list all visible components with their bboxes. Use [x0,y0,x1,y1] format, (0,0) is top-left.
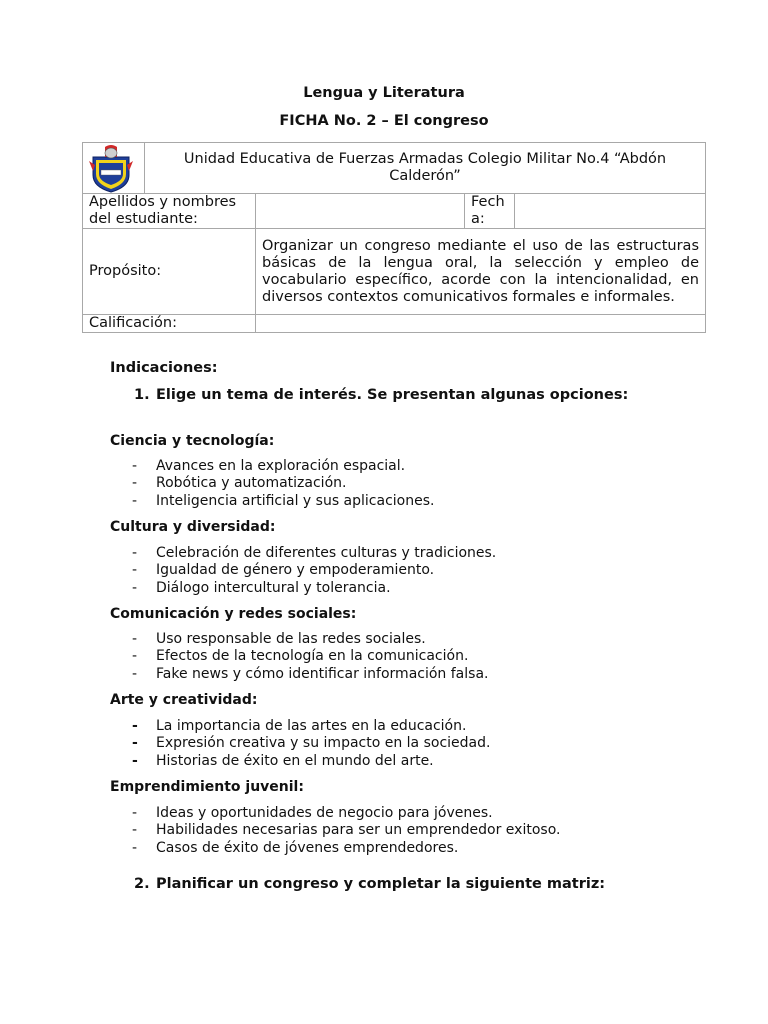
list-item-text: Uso responsable de las redes sociales. [156,631,426,647]
step-2-text: Planificar un congreso y completar la siguiente matriz: [156,876,606,892]
bullet-dash: - [132,752,138,769]
category-title: Emprendimiento juvenil: [110,779,304,795]
date-field[interactable] [515,194,706,229]
category-list [132,718,490,770]
step-1-number: 1. [134,387,150,403]
list-item [132,475,434,492]
list-item-text: Robótica y automatización. [156,475,347,492]
bullet-dash: - [132,631,138,647]
list-item [132,753,490,770]
bullet-dash: - [132,718,138,734]
list-item [132,666,488,683]
category-title: Arte y creatividad: [110,692,258,708]
list-item [132,805,560,822]
list-item-text: Diálogo intercultural y tolerancia. [156,579,391,596]
student-info-table [82,142,706,333]
category-list [132,805,560,857]
list-item-text: Historias de éxito en el mundo del arte. [156,752,434,769]
list-item-text: Expresión creativa y su impacto en la sociedad. [156,735,491,752]
list-item [132,493,434,510]
indicaciones-heading: Indicaciones: [110,360,218,376]
grade-label: Calificación: [83,315,256,333]
purpose-text: Organizar un congreso mediante el uso de las estructuras básicas de la lengua oral, la selección y empleo de vocabulario específico, acorde con la intencionalidad, en diversos contextos comunicativos formales e informales. [256,229,706,315]
step-1 [134,387,657,403]
list-item [132,822,560,839]
bullet-dash: - [132,822,138,839]
list-item [132,718,490,735]
category-title: Cultura y diversidad: [110,519,276,535]
list-item-text: Avances en la exploración espacial. [156,458,406,474]
list-item-text: Ideas y oportunidades de negocio para jóvenes. [156,805,493,821]
list-item [132,735,490,752]
list-item-text: Fake news y cómo identificar información falsa. [156,665,489,682]
list-item [132,545,496,562]
category-title: Comunicación y redes sociales: [110,606,357,622]
list-item [132,562,496,579]
list-item-text: Efectos de la tecnología en la comunicación. [156,648,469,665]
bullet-dash: - [132,805,138,821]
bullet-dash: - [132,545,138,561]
list-item-text: Igualdad de género y empoderamiento. [156,562,435,579]
category-list [132,458,434,510]
student-name-field[interactable] [256,194,465,229]
purpose-label: Propósito: [83,229,256,315]
list-item-text: Casos de éxito de jóvenes emprendedores. [156,839,459,856]
category-title: Ciencia y tecnología: [110,433,275,449]
list-item-text: Habilidades necesarias para ser un emprendedor exitoso. [156,822,561,839]
step-2-number: 2. [134,876,150,892]
subject-title: Lengua y Literatura [303,85,465,101]
grade-field[interactable] [256,315,706,333]
step-2 [134,876,674,892]
bullet-dash: - [132,648,138,665]
student-row [83,194,706,229]
bullet-dash: - [132,492,138,509]
list-item-text: Celebración de diferentes culturas y tradiciones. [156,545,497,561]
step-1-text: Elige un tema de interés. Se presentan algunas opciones: [156,387,629,403]
list-item [132,648,488,665]
list-item [132,840,560,857]
bullet-dash: - [132,665,138,682]
school-name: Unidad Educativa de Fuerzas Armadas Colegio Militar No.4 “Abdón Calderón” [145,143,706,194]
logo-cell [83,143,145,194]
school-crest-icon [83,143,139,193]
bullet-dash: - [132,562,138,579]
school-row [83,143,706,194]
bullet-dash: - [132,458,138,474]
grade-row [83,315,706,333]
list-item [132,631,488,648]
list-item [132,580,496,597]
bullet-dash: - [132,839,138,856]
category-list [132,545,496,597]
list-item-text: Inteligencia artificial y sus aplicaciones. [156,492,435,509]
ficha-title: FICHA No. 2 – El congreso [279,113,489,129]
student-label: Apellidos y nombres del estudiante: [83,194,256,229]
bullet-dash: - [132,475,138,492]
bullet-dash: - [132,735,138,752]
date-label: Fech a: [465,194,515,229]
bullet-dash: - [132,579,138,596]
list-item [132,458,434,475]
category-list [132,631,488,683]
list-item-text: La importancia de las artes en la educación. [156,718,467,734]
purpose-row [83,229,706,315]
